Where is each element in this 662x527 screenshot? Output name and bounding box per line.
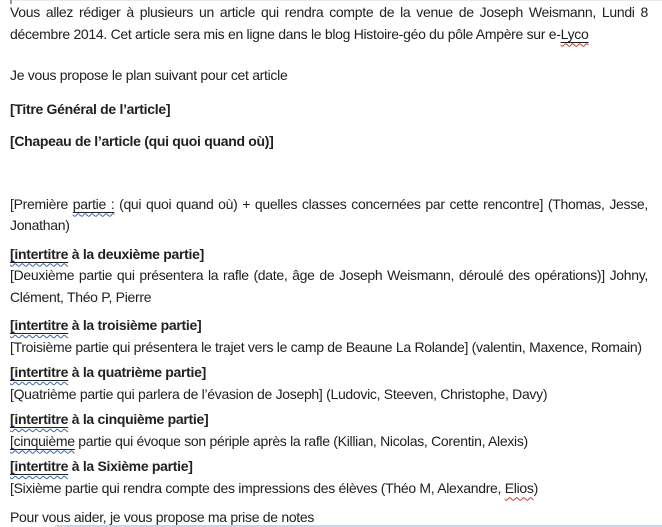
- spellcheck-underline: [561, 26, 589, 42]
- section4-heading-text: à la quatrième partie]: [68, 364, 206, 380]
- section6-heading: [10, 456, 648, 478]
- grammar-flagged-word: partie :: [72, 195, 115, 212]
- grammar-flagged-word: [intertitre: [10, 364, 69, 380]
- section6-pre-text: [Sixième partie qui rendra compte des impressions des élèves (Théo M, Alexandre,: [10, 479, 505, 496]
- plan-intro-line: Je vous propose le plan suivant pour cet article: [10, 67, 288, 83]
- top-edge-line: [13, 0, 662, 1]
- grammar-flagged-word: [intertitre: [10, 458, 69, 474]
- section2-body: [Deuxième partie qui présentera la rafle (date, âge de Joseph Weismann, déroulé des opérations)] Johny, Clément, Théo P, Pierre: [10, 267, 648, 305]
- section4-heading: [10, 362, 648, 384]
- part1-post-text: (qui quoi quand où) + quelles classes concernées par cette rencontre] (Thomas, Jesse, Jonathan): [10, 195, 649, 233]
- grammar-flagged-word: [intertitre: [10, 317, 69, 333]
- article-title-placeholder: [Titre Général de l’article]: [10, 100, 171, 117]
- spellcheck-flagged-word: Lyco: [560, 25, 589, 42]
- grammar-underline: [73, 196, 115, 212]
- grammar-underline: [10, 364, 68, 380]
- section2-heading-text: à la deuxième partie]: [68, 245, 204, 262]
- section6-heading-text: à la Sixième partie]: [68, 458, 193, 474]
- section6-body: [10, 478, 648, 500]
- intro-text: Vous allez rédiger à plusieurs un article qui rendra compte de la venue de Joseph Weismann, Lundi 8 décembre 2014. Cet article sera mis en ligne dans le blog Histoire-géo du pôle Ampère sur e-: [10, 4, 648, 42]
- grammar-flagged-word: [intertitre: [10, 411, 69, 427]
- section3-heading-text: à la troisième partie]: [68, 317, 202, 333]
- spellcheck-flagged-word: Elios: [504, 479, 534, 496]
- section5-heading-text: à la cinquième partie]: [68, 411, 209, 427]
- intro-paragraph: [10, 2, 648, 45]
- grammar-flagged-word: [intertitre: [10, 245, 69, 262]
- grammar-underline: [10, 317, 68, 333]
- top-edge-tick: [10, 0, 12, 4]
- part1-pre-text: [Première: [10, 195, 73, 212]
- section6-post-text: ): [533, 479, 538, 496]
- grammar-underline: [10, 411, 68, 427]
- section5-body: [10, 431, 648, 453]
- section5-body-text: partie qui évoque son périple après la rafle (Killian, Nicolas, Corentin, Alexis): [74, 432, 528, 449]
- section3-body: [Troisième partie qui présentera le trajet vers le camp de Beaune La Rolande] (valentin, Maxence, Romain): [10, 338, 642, 355]
- part1-paragraph: [10, 194, 648, 237]
- section2-heading: [10, 244, 648, 266]
- section4-body: [Quatrième partie qui parlera de l’évasion de Joseph] (Ludovic, Steeven, Christophe, Davy): [10, 385, 548, 402]
- grammar-underline: [10, 246, 68, 262]
- section5-heading: [10, 409, 648, 431]
- footer-line: Pour vous aider, je vous propose ma prise de notes: [10, 509, 315, 525]
- grammar-underline: [10, 458, 68, 474]
- grammar-flagged-word: [cinquième: [10, 432, 75, 449]
- section3-heading: [10, 315, 648, 337]
- article-lede-placeholder: [Chapeau de l’article (qui quoi quand où)]: [10, 133, 274, 149]
- grammar-underline: [10, 433, 75, 449]
